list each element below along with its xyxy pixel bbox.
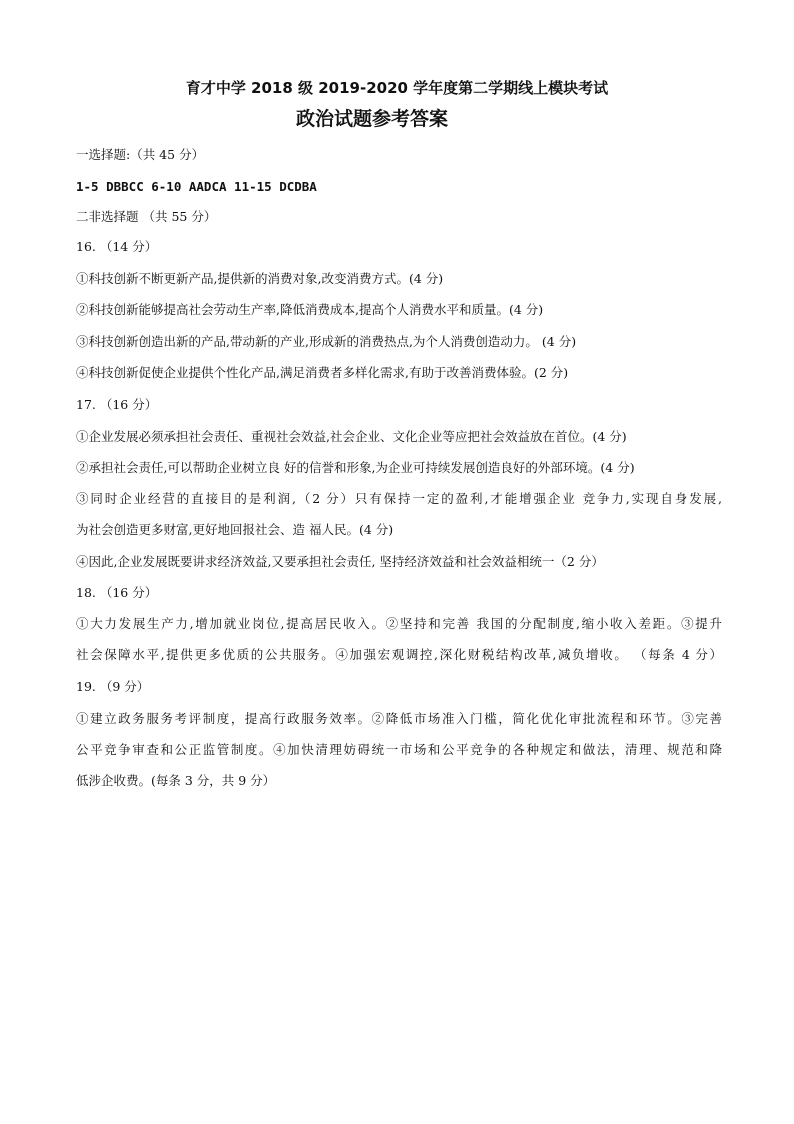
q17-point-3-line-1: ③同时企业经营的直接目的是利润,（2 分）只有保持一定的盈利,才能增强企业 竞争力,实现自身发展, <box>76 491 722 506</box>
section1-heading: 一选择题:（共 45 分） <box>76 147 205 162</box>
q18-answer-line-1: ①大力发展生产力,增加就业岗位,提高居民收入。②坚持和完善 我国的分配制度,缩小收入差距。③提升 <box>76 616 722 631</box>
q19-answer-line-2: 公平竞争审查和公正监管制度。④加快清理妨碍统一市场和公平竞争的各种规定和做法，清理、规范和降 <box>76 742 722 757</box>
q17-point-1: ①企业发展必须承担社会责任、重视社会效益,社会企业、文化企业等应把社会效益放在首位。(4 分) <box>76 429 627 444</box>
multiple-choice-answers: 1-5 DBBCC 6-10 AADCA 11-15 DCDBA <box>76 179 317 194</box>
answer-key-title: 政治试题参考答案 <box>295 108 448 130</box>
q18-answer-line-2: 社会保障水平,提供更多优质的公共服务。④加强宏观调控,深化财税结构改革,减负增收。 （每条 4 分） <box>76 647 722 662</box>
q19-answer-line-1: ①建立政务服务考评制度，提高行政服务效率。②降低市场准入门槛，简化优化审批流程和环节。③完善 <box>76 711 722 726</box>
q16-point-3: ③科技创新创造出新的产品,带动新的产业,形成新的消费热点,为个人消费创造动力。 (4 分) <box>76 334 577 349</box>
exam-title: 育才中学 2018 级 2019-2020 学年度第二学期线上模块考试 <box>185 79 609 97</box>
q19-number: 19. （9 分） <box>76 679 150 694</box>
q18-number: 18. （16 分） <box>76 585 158 600</box>
q16-number: 16. （14 分） <box>76 239 158 254</box>
q17-number: 17. （16 分） <box>76 397 158 412</box>
q17-point-4: ④因此,企业发展既要讲求经济效益,又要承担社会责任, 坚持经济效益和社会效益相统一（2 分） <box>76 554 604 569</box>
q19-answer-line-3: 低涉企收费。(每条 3 分，共 9 分） <box>76 773 276 788</box>
q16-point-4: ④科技创新促使企业提供个性化产品,满足消费者多样化需求,有助于改善消费体验。(2 分) <box>76 365 569 380</box>
q17-point-2: ②承担社会责任,可以帮助企业树立良 好的信誉和形象,为企业可持续发展创造良好的外部环境。(4 分) <box>76 460 635 475</box>
q16-point-2: ②科技创新能够提高社会劳动生产率,降低消费成本,提高个人消费水平和质量。(4 分) <box>76 302 544 317</box>
q16-point-1: ①科技创新不断更新产品,提供新的消费对象,改变消费方式。(4 分) <box>76 271 444 286</box>
section2-heading: 二非选择题 （共 55 分） <box>76 209 217 224</box>
q17-point-3-line-2: 为社会创造更多财富,更好地回报社会、造 福人民。(4 分) <box>76 522 394 537</box>
